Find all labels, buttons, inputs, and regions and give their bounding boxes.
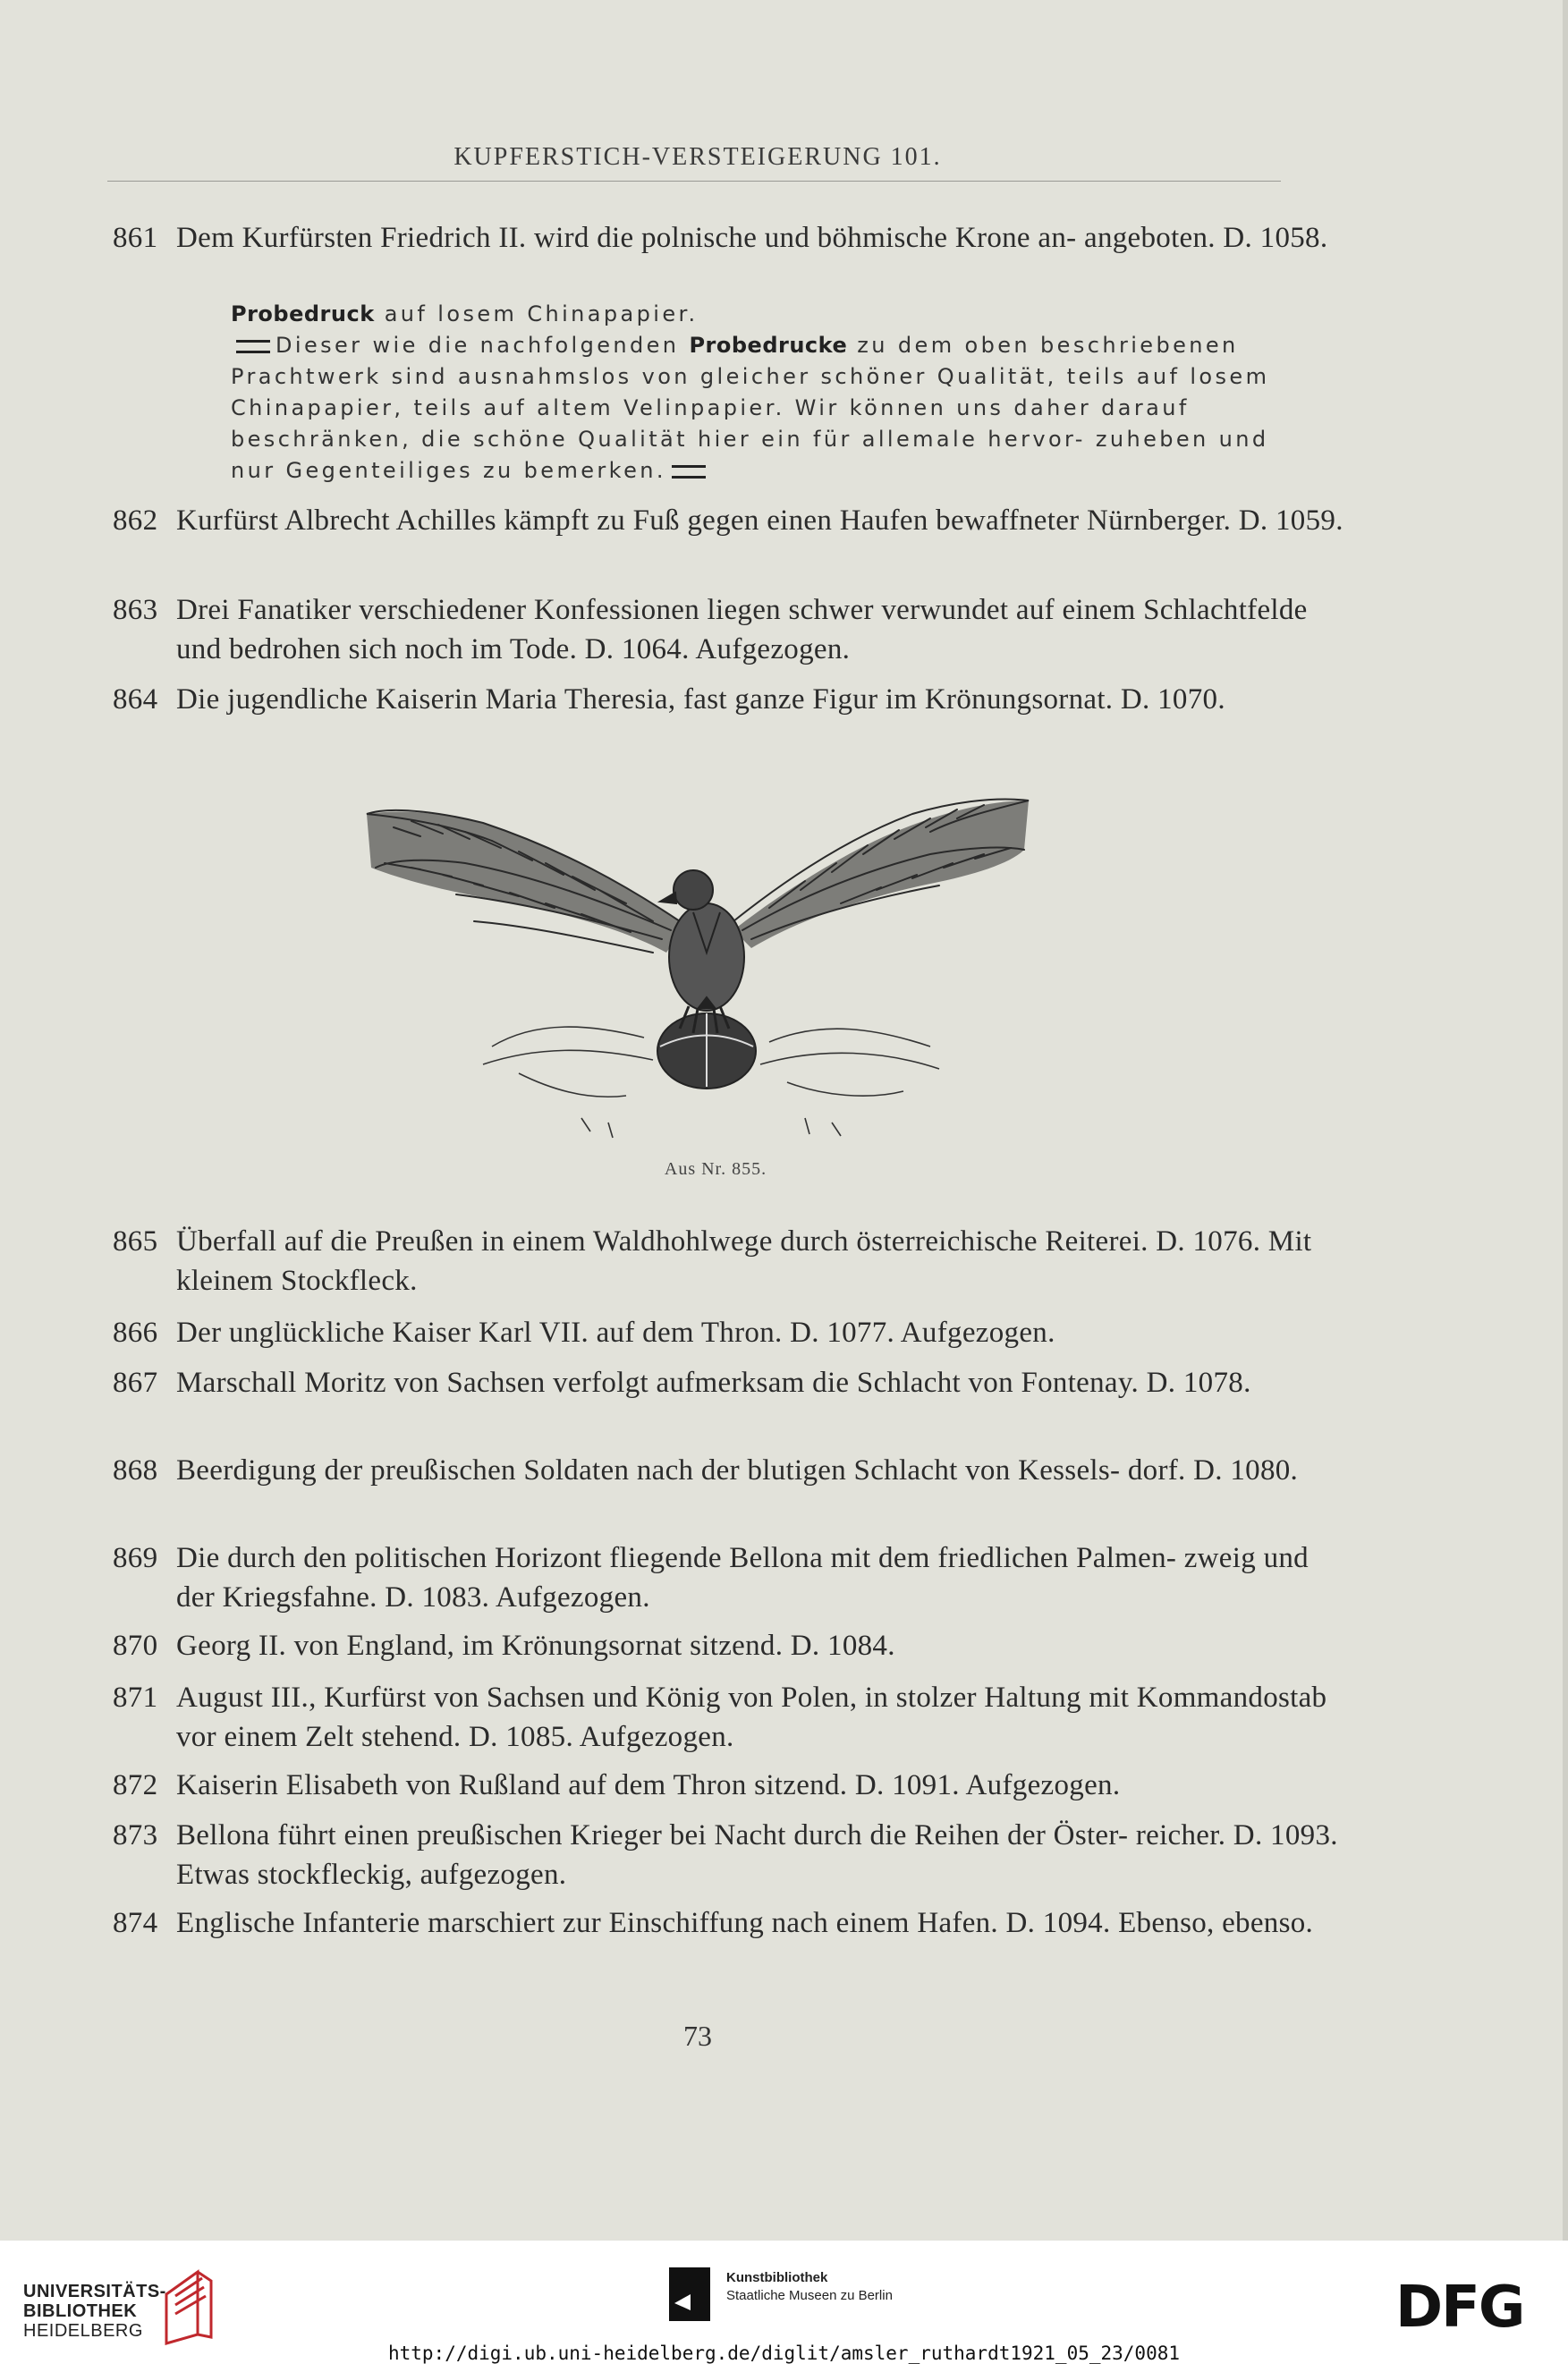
entry-text: Die jugendliche Kaiserin Maria Theresia, fast ganze Figur im Krönungsornat. D. 1070. bbox=[176, 683, 1225, 716]
entry-number: 867 bbox=[113, 1367, 158, 1399]
ub-heidelberg-logo-icon[interactable] bbox=[157, 2258, 220, 2348]
entry-number: 869 bbox=[113, 1542, 158, 1574]
entry-text: Bellona führt einen preußischen Krieger bei Nacht durch die Reihen der Öster- reicher. D. 1093. Etwas stockfleckig, aufgezogen. bbox=[176, 1819, 1338, 1891]
entry-text: Beerdigung der preußischen Soldaten nach der blutigen Schlacht von Kessels- dorf. D. 1080. bbox=[176, 1454, 1299, 1487]
entry-number: 865 bbox=[113, 1225, 158, 1258]
catalog-entry-866 bbox=[113, 1313, 1348, 1352]
entry-number: 863 bbox=[113, 594, 158, 626]
catalog-entry-861 bbox=[113, 218, 1348, 258]
catalog-entry-867 bbox=[113, 1363, 1348, 1402]
catalog-entry-873 bbox=[113, 1816, 1348, 1894]
double-rule-mark bbox=[672, 465, 706, 479]
entry-text: Georg II. von England, im Krönungsornat sitzend. D. 1084. bbox=[176, 1630, 895, 1662]
entry-text: Kaiserin Elisabeth von Rußland auf dem Thron sitzend. D. 1091. Aufgezogen. bbox=[176, 1769, 1121, 1801]
page-edge bbox=[1563, 0, 1568, 2241]
catalog-entry-874 bbox=[113, 1903, 1348, 1943]
note-paragraph bbox=[231, 330, 1286, 487]
entry-number: 871 bbox=[113, 1682, 158, 1714]
ub-heidelberg-name bbox=[23, 2282, 166, 2341]
entry-text: Englische Infanterie marschiert zur Einschiffung nach einem Hafen. D. 1094. Ebenso, ebenso. bbox=[176, 1907, 1314, 1939]
running-head: KUPFERSTICH-VERSTEIGERUNG 101. bbox=[453, 143, 942, 171]
probedruck-note bbox=[231, 299, 1286, 487]
entry-number: 866 bbox=[113, 1317, 158, 1349]
entry-number: 862 bbox=[113, 504, 158, 537]
note-keyword: Probedruck bbox=[231, 301, 375, 326]
entry-text: Kurfürst Albrecht Achilles kämpft zu Fuß gegen einen Haufen bewaffneter Nürnberger. D. 1059. bbox=[176, 504, 1343, 537]
catalog-entry-864 bbox=[113, 680, 1348, 719]
ub-line-2: BIBLIOTHEK bbox=[23, 2301, 138, 2321]
ub-line-1: UNIVERSITÄTS- bbox=[23, 2282, 166, 2301]
eagle-with-crown-illustration bbox=[358, 778, 1047, 1163]
entry-number: 872 bbox=[113, 1769, 158, 1801]
catalog-entry-871 bbox=[113, 1678, 1348, 1757]
permalink-url[interactable]: http://digi.ub.uni-heidelberg.de/diglit/amsler_ruthardt1921_05_23/0081 bbox=[387, 2343, 1180, 2364]
catalog-entry-865 bbox=[113, 1222, 1348, 1301]
kunstbibliothek-name bbox=[726, 2269, 893, 2305]
entry-number: 870 bbox=[113, 1630, 158, 1662]
figure-caption: Aus Nr. 855. bbox=[664, 1159, 767, 1179]
entry-text: Dem Kurfürsten Friedrich II. wird die polnische und böhmische Krone an- angeboten. D. 1058. bbox=[176, 222, 1328, 254]
double-rule-mark bbox=[236, 340, 270, 353]
catalog-entry-870 bbox=[113, 1626, 1348, 1665]
header-rule bbox=[107, 181, 1281, 182]
entry-number: 861 bbox=[113, 222, 158, 254]
kb-line-1: Kunstbibliothek bbox=[726, 2270, 828, 2285]
entry-number: 874 bbox=[113, 1907, 158, 1939]
catalog-entry-863 bbox=[113, 590, 1348, 669]
catalog-entry-868 bbox=[113, 1451, 1348, 1490]
entry-number: 868 bbox=[113, 1454, 158, 1487]
entry-text: Drei Fanatiker verschiedener Konfessionen liegen schwer verwundet auf einem Schlachtfelde und bedrohen sich noch im Tode. D. 1064. Aufgezogen. bbox=[176, 594, 1308, 665]
kb-line-2: Staatliche Museen zu Berlin bbox=[726, 2288, 893, 2303]
ub-line-3: HEIDELBERG bbox=[23, 2321, 143, 2341]
entry-number: 873 bbox=[113, 1819, 158, 1851]
note-para-keyword: Probedrucke bbox=[689, 333, 848, 358]
note-line-1 bbox=[231, 299, 1286, 330]
catalog-entry-872 bbox=[113, 1766, 1348, 1805]
kunstbibliothek-logo-icon[interactable] bbox=[669, 2267, 710, 2321]
catalog-entry-869 bbox=[113, 1538, 1348, 1617]
note-para-text: zu dem oben beschriebenen Prachtwerk sind ausnahmslos von gleicher schöner Qualität, teils auf losem Chinapapier, teils auf altem Velinpapier. Wir können uns daher darauf beschränken, die schöne Qualität hier ein für allemale hervor- zuheben und nur Gegenteiliges zu bemerken. bbox=[231, 333, 1270, 483]
catalog-entry-862 bbox=[113, 501, 1348, 540]
entry-text: Überfall auf die Preußen in einem Waldhohlwege durch österreichische Reiterei. D. 1076. Mit kleinem Stockfleck. bbox=[176, 1225, 1312, 1297]
entry-text: Marschall Moritz von Sachsen verfolgt aufmerksam die Schlacht von Fontenay. D. 1078. bbox=[176, 1367, 1251, 1399]
digitization-footer bbox=[0, 2241, 1568, 2364]
entry-text: August III., Kurfürst von Sachsen und König von Polen, in stolzer Haltung mit Kommandostab vor einem Zelt stehend. D. 1085. Aufgezogen. bbox=[176, 1682, 1327, 1753]
note-line-1-text: auf losem Chinapapier. bbox=[384, 301, 699, 326]
dfg-logo[interactable]: DFG bbox=[1395, 2275, 1524, 2341]
entry-number: 864 bbox=[113, 683, 158, 716]
note-para-pre: Dieser wie die nachfolgenden bbox=[275, 333, 680, 358]
page-number: 73 bbox=[683, 2020, 712, 2052]
entry-text: Die durch den politischen Horizont fliegende Bellona mit dem friedlichen Palmen- zweig und der Kriegsfahne. D. 1083. Aufgezogen. bbox=[176, 1542, 1309, 1614]
entry-text: Der unglückliche Kaiser Karl VII. auf dem Thron. D. 1077. Aufgezogen. bbox=[176, 1317, 1055, 1349]
